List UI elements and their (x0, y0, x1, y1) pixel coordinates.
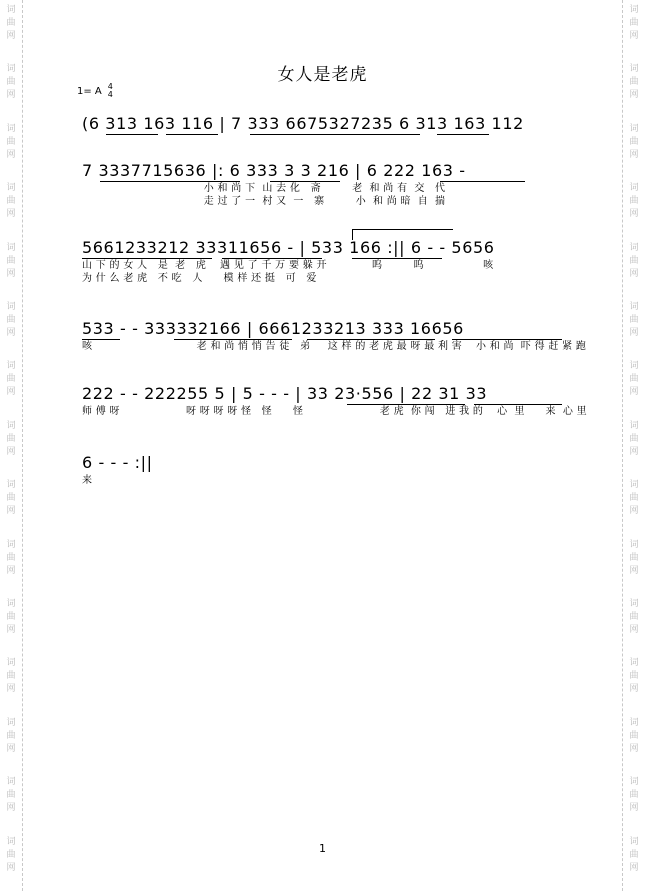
watermark-block (629, 360, 638, 415)
watermark-char: 曲 (629, 315, 639, 326)
beam-line (352, 258, 442, 259)
watermark-char: 词 (629, 717, 639, 728)
watermark-char: 网 (6, 90, 16, 101)
watermark-char: 词 (6, 539, 16, 550)
watermark-char: 曲 (6, 374, 16, 385)
watermark-char: 曲 (6, 77, 16, 88)
key-label: 1= A (77, 85, 102, 97)
watermark-char: 网 (6, 684, 16, 695)
watermark-char: 曲 (629, 255, 639, 266)
watermark-char: 网 (629, 565, 639, 576)
watermark-char: 曲 (629, 77, 639, 88)
watermark-char: 曲 (6, 18, 16, 28)
lyric-line-2: 走 过 了 一 村 又 一 寨 小 和 尚 暗 自 揣 (82, 196, 446, 207)
watermark-char: 曲 (629, 196, 639, 207)
beam-line (82, 339, 120, 340)
watermark-char: 词 (6, 361, 16, 372)
watermark-block (6, 123, 15, 178)
watermark-char: 词 (629, 242, 639, 253)
beam-line (100, 181, 240, 182)
watermark-char: 网 (629, 446, 639, 457)
watermark-char: 词 (6, 777, 16, 788)
watermark-block (6, 776, 15, 831)
watermark-char: 曲 (6, 315, 16, 326)
watermark-char: 曲 (629, 671, 639, 682)
watermark-char: 网 (6, 803, 16, 814)
watermark-char: 词 (629, 836, 639, 847)
lyric-line-1: 咳 老 和 尚 悄 悄 告 徒 弟 这 样 的 老 虎 最 呀 最 利 害 小 和 尚 吓 得 赶 紧 跑 (82, 341, 587, 352)
beam-line (270, 181, 340, 182)
watermark-char: 曲 (629, 552, 639, 563)
watermark-char: 词 (6, 123, 16, 134)
watermark-block (6, 539, 15, 594)
watermark-char: 网 (6, 149, 16, 160)
watermark-block (6, 598, 15, 653)
beam-line (452, 339, 562, 340)
watermark-char: 词 (6, 242, 16, 253)
watermark-char: 词 (629, 658, 639, 669)
watermark-block (629, 776, 638, 831)
watermark-char: 曲 (629, 849, 639, 860)
watermark-char: 网 (6, 31, 16, 41)
watermark-char: 曲 (6, 671, 16, 682)
beam-line (474, 404, 562, 405)
watermark-char: 词 (629, 539, 639, 550)
lyric-line-1: 师 傅 呀 呀 呀 呀 呀 怪 怪 怪 老 虎 你 闯 进 我 的 心 里 来 心 里 (82, 406, 587, 417)
watermark-char: 词 (629, 361, 639, 372)
watermark-block (629, 182, 638, 237)
watermark-block (6, 4, 15, 59)
watermark-block (629, 479, 638, 534)
watermark-char: 曲 (629, 612, 639, 623)
watermark-left (0, 0, 23, 891)
watermark-char: 词 (6, 658, 16, 669)
watermark-char: 曲 (6, 612, 16, 623)
watermark-char: 网 (629, 625, 639, 636)
watermark-char: 曲 (6, 255, 16, 266)
watermark-char: 网 (6, 743, 16, 754)
notation-line: 5661233212 33311656 - | 533 166 :|| 6 - - 5656 (82, 238, 495, 257)
watermark-char: 网 (6, 328, 16, 339)
watermark-char: 词 (629, 123, 639, 134)
watermark-char: 网 (629, 387, 639, 398)
watermark-char: 词 (6, 836, 16, 847)
watermark-char: 网 (629, 684, 639, 695)
watermark-char: 词 (629, 302, 639, 313)
watermark-char: 网 (629, 506, 639, 517)
watermark-char: 曲 (629, 374, 639, 385)
score-system-2 (82, 160, 572, 208)
lyric-line-1: 小 和 尚 下 山 去 化 斋 老 和 尚 有 交 代 (82, 183, 446, 194)
watermark-char: 词 (629, 599, 639, 610)
watermark-block (6, 301, 15, 356)
watermark-char: 网 (629, 328, 639, 339)
watermark-block (629, 539, 638, 594)
watermark-block (629, 301, 638, 356)
watermark-block (6, 717, 15, 772)
watermark-char: 词 (629, 420, 639, 431)
notation-line: (6 313 163 116 | 7 333 6675327235 6 313 163 112 (82, 114, 524, 133)
beam-line (347, 404, 465, 405)
watermark-char: 曲 (629, 790, 639, 801)
watermark-char: 曲 (6, 196, 16, 207)
watermark-char: 词 (6, 5, 16, 15)
lyric-line-1: 山 下 的 女 人 是 老 虎 遇 见 了 千 万 要 躲 开 呜 呜 咳 (82, 260, 494, 271)
watermark-block (629, 4, 638, 59)
watermark-char: 词 (6, 599, 16, 610)
page-number: 1 (319, 842, 326, 855)
watermark-char: 曲 (629, 730, 639, 741)
watermark-char: 网 (6, 209, 16, 220)
watermark-char: 词 (6, 302, 16, 313)
watermark-char: 曲 (629, 136, 639, 147)
watermark-char: 网 (629, 209, 639, 220)
watermark-char: 网 (6, 446, 16, 457)
watermark-char: 曲 (6, 849, 16, 860)
watermark-block (629, 598, 638, 653)
watermark-block (6, 479, 15, 534)
beam-line (222, 258, 322, 259)
watermark-char: 曲 (629, 493, 639, 504)
watermark-char: 网 (6, 565, 16, 576)
watermark-char: 网 (6, 506, 16, 517)
beam-line (174, 339, 292, 340)
watermark-char: 词 (6, 183, 16, 194)
score-system-4 (82, 318, 587, 353)
watermark-char: 词 (629, 777, 639, 788)
watermark-char: 词 (6, 64, 16, 75)
watermark-block (629, 242, 638, 297)
notation-line: 533 - - 333332166 | 6661233213 333 16656 (82, 319, 464, 338)
watermark-char: 曲 (6, 730, 16, 741)
score-system-3 (82, 237, 572, 285)
lyric-line-1: 来 (82, 475, 93, 486)
song-title: 女人是老虎 (277, 65, 368, 85)
notation-line: 7 3337715636 |: 6 333 3 3 216 | 6 222 163 - (82, 161, 466, 180)
score-system-1 (82, 113, 572, 135)
watermark-char: 网 (6, 268, 16, 279)
beam-line (82, 258, 212, 259)
score-system-5 (82, 383, 587, 418)
watermark-char: 网 (629, 31, 639, 41)
watermark-char: 网 (629, 862, 639, 873)
watermark-block (629, 123, 638, 178)
watermark-char: 网 (629, 743, 639, 754)
watermark-right (622, 0, 645, 891)
watermark-char: 词 (629, 480, 639, 491)
watermark-char: 曲 (6, 136, 16, 147)
watermark-char: 词 (629, 64, 639, 75)
watermark-char: 网 (6, 387, 16, 398)
watermark-block (6, 242, 15, 297)
watermark-char: 曲 (6, 790, 16, 801)
watermark-block (629, 657, 638, 712)
watermark-char: 曲 (629, 18, 639, 28)
beam-line (437, 134, 489, 135)
key-signature (77, 83, 113, 99)
time-signature (108, 83, 113, 99)
watermark-char: 曲 (6, 433, 16, 444)
notation-line: 6 - - - :|| (82, 453, 153, 472)
beam-line (166, 134, 218, 135)
watermark-char: 网 (6, 862, 16, 873)
watermark-block (629, 420, 638, 475)
watermark-char: 词 (6, 420, 16, 431)
watermark-char: 词 (629, 183, 639, 194)
beam-line (440, 181, 525, 182)
beam-line (106, 134, 158, 135)
watermark-block (6, 420, 15, 475)
score-system-6 (82, 452, 572, 487)
lyric-line-2: 为 什 么 老 虎 不 吃 人 模 样 还 挺 可 爱 (82, 273, 317, 284)
notation-line: 222 - - 222255 5 | 5 - - - | 33 23·556 | 22 31 33 (82, 384, 488, 403)
time-top: 4 (107, 82, 113, 91)
beam-line (307, 339, 435, 340)
watermark-char: 词 (6, 480, 16, 491)
time-bottom: 4 (107, 90, 113, 99)
watermark-char: 词 (6, 717, 16, 728)
watermark-char: 词 (629, 5, 639, 15)
watermark-block (6, 657, 15, 712)
watermark-char: 网 (629, 803, 639, 814)
watermark-block (629, 717, 638, 772)
watermark-char: 网 (629, 149, 639, 160)
watermark-block (6, 182, 15, 237)
watermark-block (6, 360, 15, 415)
watermark-char: 网 (6, 625, 16, 636)
watermark-char: 曲 (6, 552, 16, 563)
beam-line (250, 134, 420, 135)
watermark-char: 曲 (629, 433, 639, 444)
watermark-char: 网 (629, 90, 639, 101)
watermark-char: 网 (629, 268, 639, 279)
watermark-char: 曲 (6, 493, 16, 504)
